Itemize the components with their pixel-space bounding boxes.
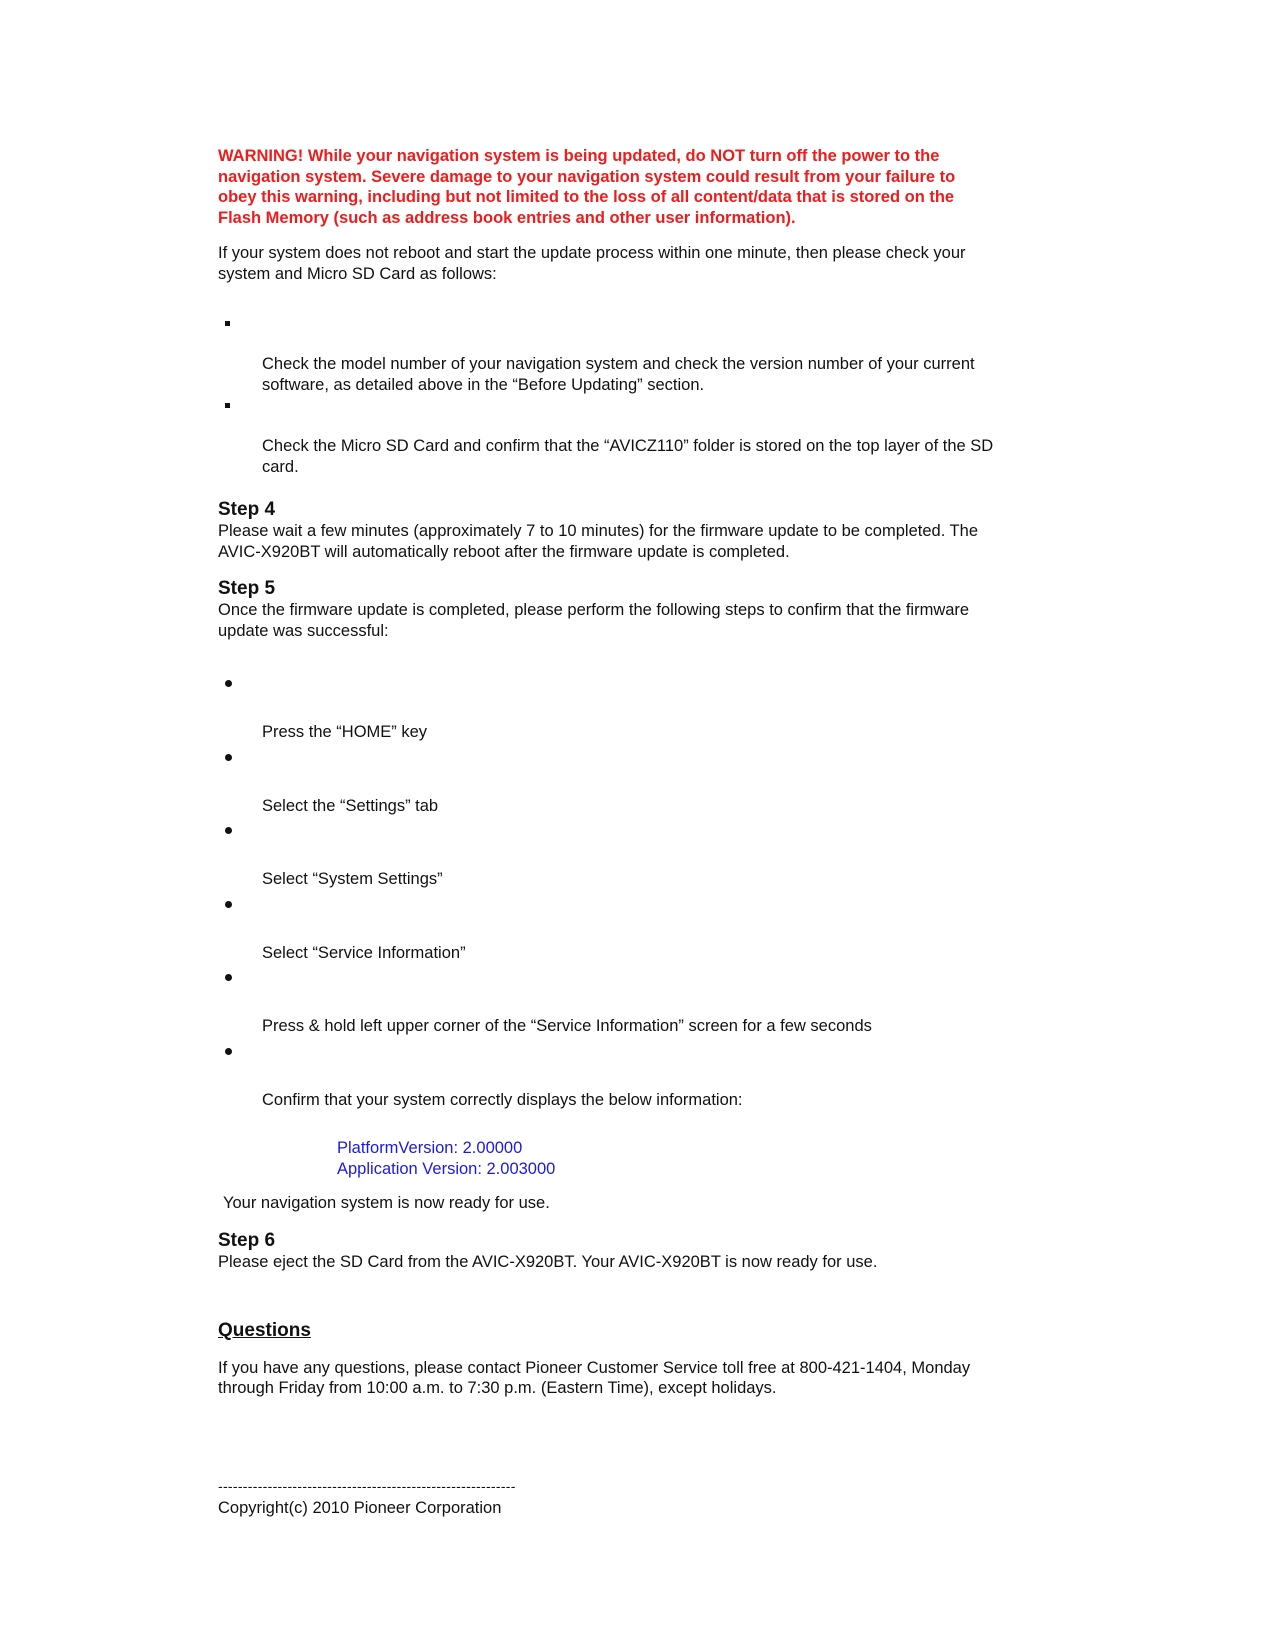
round-bullet-icon: [225, 1048, 232, 1055]
round-bullet-icon: [225, 901, 232, 908]
version-info: [337, 1138, 1058, 1179]
step5-heading: Step 5: [218, 578, 276, 599]
footer-divider: ------------------------------------------------------------: [218, 1477, 516, 1494]
square-bullet-icon: [225, 403, 230, 408]
list-item: [218, 671, 1058, 745]
platform-version: PlatformVersion: 2.00000: [337, 1139, 523, 1157]
list-item-text: Press the “HOME” key: [262, 723, 428, 741]
check-list: [218, 313, 1058, 477]
round-bullet-icon: [225, 974, 232, 981]
ready-message: Your navigation system is now ready for use.: [223, 1194, 550, 1212]
intro-paragraph: If your system does not reboot and start the update process within one minute, then please check your system and Micro SD Card as follows:: [218, 244, 966, 283]
questions-body: If you have any questions, please contact Pioneer Customer Service toll free at 800-421-1404, Monday through Friday from 10:00 a.m. to 7:30 p.m. (Eastern Time), except holidays.: [218, 1358, 971, 1398]
list-item: [218, 395, 1058, 477]
list-item-text: Check the Micro SD Card and confirm that the “AVICZ110” folder is stored on the top layer of the SD card.: [262, 437, 994, 476]
list-item: [218, 1039, 1058, 1113]
document-page: [218, 146, 1058, 1518]
step6-heading: Step 6: [218, 1229, 276, 1251]
list-item: [218, 965, 1058, 1039]
warning-text: WARNING! While your navigation system is being updated, do NOT turn off the power to the navigation system. Severe damage to your navigation system could result from your failure to obey this warning, including but not limited to the loss of all content/data that is stored on the Flash Memory (such as address book entries and other user information).: [218, 147, 956, 227]
application-version: Application Version: 2.003000: [337, 1159, 556, 1178]
list-item: [218, 818, 1058, 892]
round-bullet-icon: [225, 827, 232, 834]
list-item-text: Confirm that your system correctly displays the below information:: [262, 1090, 743, 1109]
list-item-text: Select “Service Information”: [262, 943, 466, 962]
questions-heading: Questions: [218, 1320, 311, 1341]
step4-body: Please wait a few minutes (approximately 7 to 10 minutes) for the firmware update to be completed. The AVIC-X920BT will automatically reboot after the firmware update is completed.: [218, 522, 978, 561]
step5-body: Once the firmware update is completed, please perform the following steps to confirm that the firmware update was successful:: [218, 601, 970, 640]
list-item-text: Select “System Settings”: [262, 870, 443, 888]
list-item: [218, 313, 1058, 395]
list-item: [218, 892, 1058, 966]
list-item-text: Check the model number of your navigation system and check the version number of your current software, as detailed above in the “Before Updating” section.: [262, 355, 975, 394]
round-bullet-icon: [225, 680, 232, 687]
list-item-text: Select the “Settings” tab: [262, 796, 439, 815]
copyright-text: Copyright(c) 2010 Pioneer Corporation: [218, 1498, 502, 1517]
list-item: [218, 745, 1058, 819]
list-item-text: Press & hold left upper corner of the “Service Information” screen for a few seconds: [262, 1017, 872, 1035]
confirm-steps-list: [218, 671, 1058, 1112]
step4-heading: Step 4: [218, 499, 276, 520]
round-bullet-icon: [225, 754, 232, 761]
square-bullet-icon: [225, 321, 230, 326]
step6-body: Please eject the SD Card from the AVIC-X920BT. Your AVIC-X920BT is now ready for use.: [218, 1252, 878, 1271]
